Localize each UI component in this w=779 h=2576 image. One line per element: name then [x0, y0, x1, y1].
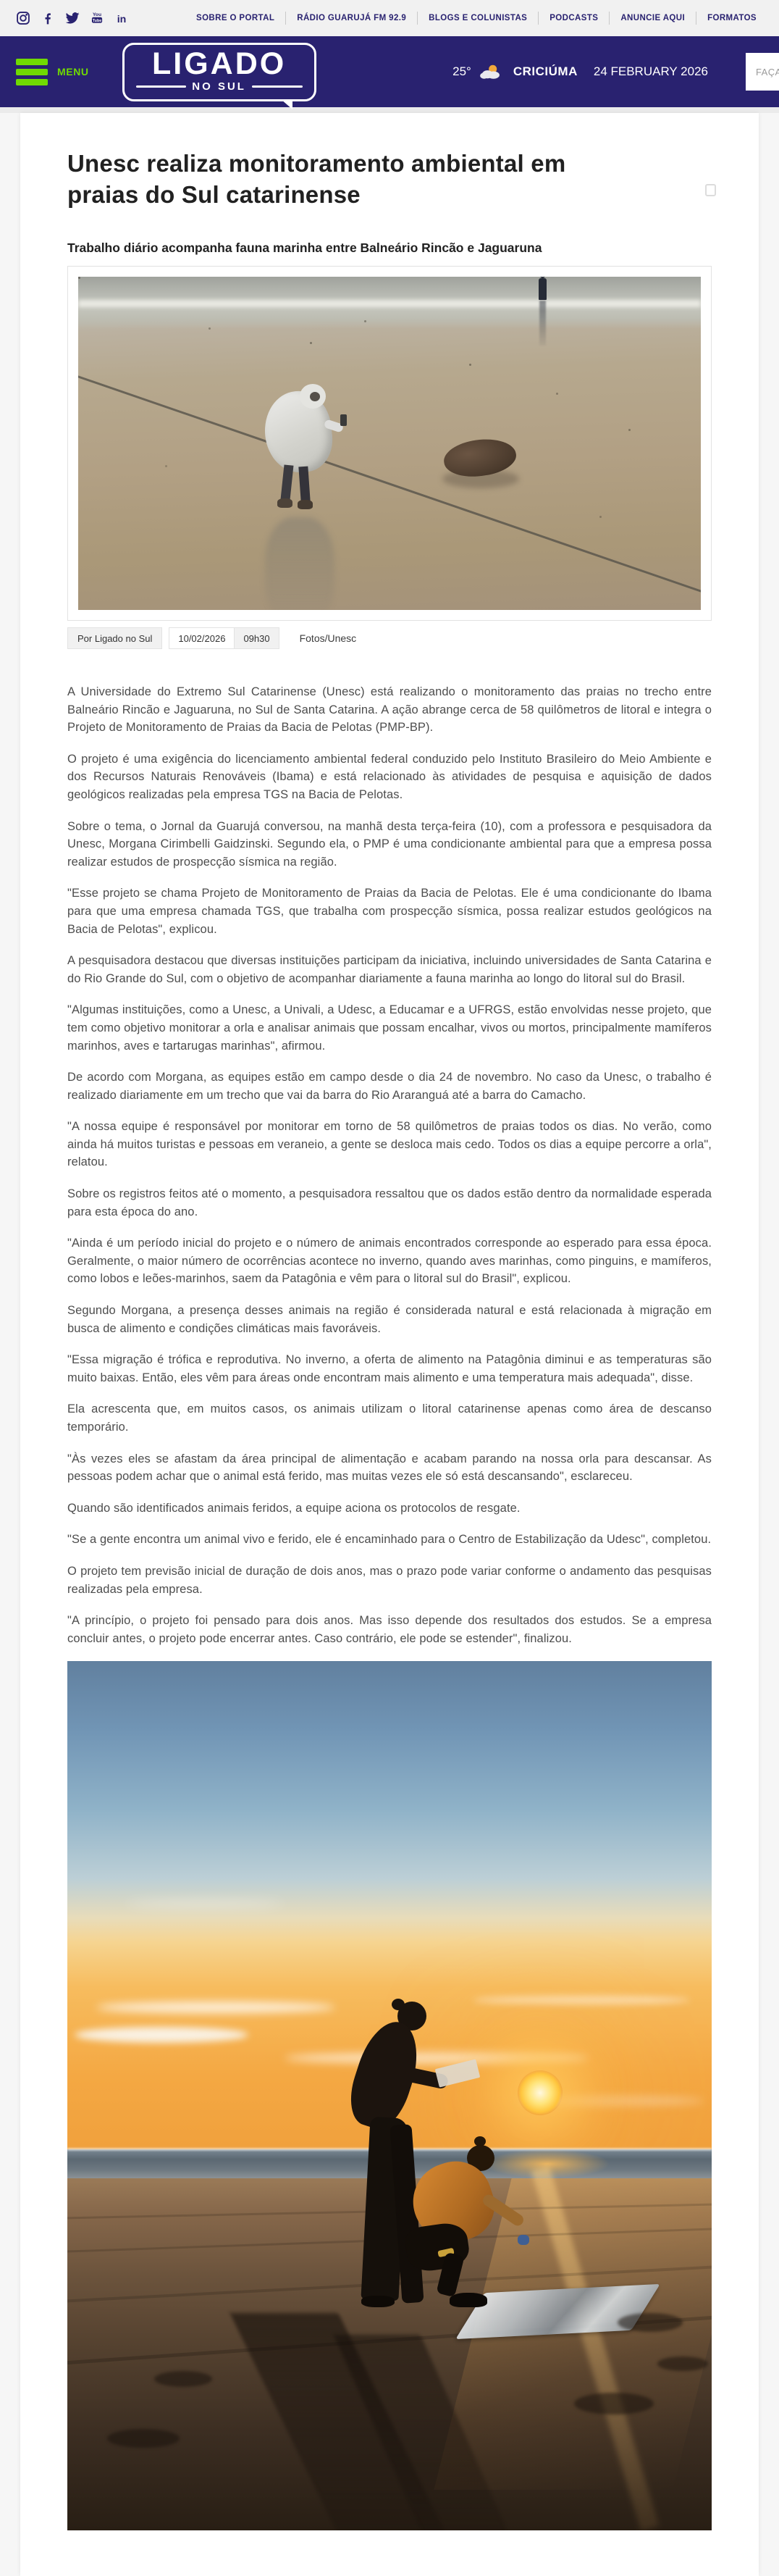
bookmark-icon[interactable] — [705, 184, 716, 196]
article-paragraph: "Esse projeto se chama Projeto de Monitoramento de Praias da Bacia de Pelotas. Ele é uma condicionante do Ibama para que uma empresa chamada TGS, que trabalha com prospecção sísmica, possa realizar estudos geológicos na Bacia de Pelotas", explicou. — [67, 887, 712, 936]
photo1-researcher-reflection — [265, 517, 334, 610]
instagram-icon[interactable] — [16, 11, 30, 25]
page-title: Unesc realiza monitoramento ambiental em praias do Sul catarinense — [67, 150, 566, 208]
article-paragraph: "Se a gente encontra um animal vivo e ferido, ele é encaminhado para o Centro de Estabilização da Udesc", completou. — [67, 1533, 712, 1547]
byline-author[interactable]: Por Ligado no Sul — [67, 627, 162, 649]
photo2-blue-glove — [518, 2235, 529, 2245]
photo2-reflective-mat — [455, 2284, 660, 2339]
article-paragraph: O projeto é uma exigência do licenciamento ambiental federal conduzido pelo Instituto Brasileiro do Meio Ambiente e dos Recursos Naturais Renováveis (Ibama) e está relacionado às atividades de pesquisa e aquisição de dados geológicos realizadas pela empresa TGS na Bacia de Pelotas. — [67, 752, 712, 801]
photo2-crouching-researcher — [371, 2125, 647, 2364]
social-links — [16, 11, 129, 25]
article-paragraph: Sobre os registros feitos até o momento, a pesquisadora ressaltou que os dados estão dentro da normalidade esperada para esta época do ano. — [67, 1187, 712, 1218]
logo-speech-tail — [281, 99, 292, 109]
temperature-label: 25° — [452, 64, 471, 78]
twitter-icon[interactable] — [65, 11, 80, 25]
site-header — [0, 36, 779, 107]
photo1-foam — [78, 300, 701, 307]
photo1-debris — [78, 277, 80, 279]
article-paragraph: Quando são identificados animais feridos, a equipe aciona os protocolos de resgate. — [67, 1501, 521, 1515]
youtube-icon[interactable] — [90, 11, 104, 25]
header-date: 24 FEBRUARY 2026 — [593, 64, 708, 78]
byline-datetime — [169, 627, 279, 649]
photo1-researcher-figure — [258, 384, 352, 518]
linkedin-icon[interactable] — [114, 11, 129, 25]
photo1-background-person — [539, 278, 547, 300]
logo-text-main: LIGADO — [152, 46, 287, 81]
header-right-cluster — [452, 53, 779, 91]
topbar-nav-link[interactable]: PODCASTS — [538, 12, 609, 25]
search-input[interactable] — [746, 53, 779, 91]
featured-photo-frame — [67, 266, 712, 621]
hamburger-icon — [16, 59, 48, 85]
city-label: CRICIÚMA — [513, 64, 578, 78]
topbar-nav-link[interactable]: SOBRE O PORTAL — [196, 14, 275, 22]
photo1-background-person-reflection — [539, 301, 546, 346]
byline-bar — [67, 627, 712, 649]
photo1-rope-line — [78, 368, 701, 610]
featured-photo-beach-monitoring — [78, 277, 701, 610]
topbar-nav-link[interactable]: BLOGS E COLUNISTAS — [417, 12, 538, 25]
article-paragraph: "Às vezes eles se afastam da área principal de alimentação e acabam parando na nossa orla para descansar. As pessoas podem achar que o animal está ferido, mas muitas vezes ele só está descansando", esclareceu. — [67, 1452, 712, 1484]
svg-text:You: You — [92, 12, 102, 18]
byline-date: 10/02/2026 — [169, 628, 234, 648]
article-paragraph: A Universidade do Extremo Sul Catarinense (Unesc) está realizando o monitoramento das praias no trecho entre Balneário Rincão e Jaguaruna, no Sul de Santa Catarina. A ação abrange cerca de 58 quilômetros de litoral e integra o Projeto de Monitoramento de Praias da Bacia de Pelotas (PMP-BP). — [67, 685, 712, 735]
site-logo[interactable] — [122, 43, 316, 101]
article-paragraph: "Essa migração é trófica e reprodutiva. No inverno, a oferta de alimento na Patagônia diminui e as temperaturas são muito baixas. Então, eles vêm para áreas onde encontram mais alimento e uma temperatura mais adequada", disse. — [67, 1353, 712, 1384]
article-paragraph: "Ainda é um período inicial do projeto e o número de animais encontrados corresponde ao esperado para essa época. Geralmente, o maior número de ocorrências acontece no inverno, quando aves marinhas, como pinguins, e mamíferos, como lobos e leões-marinhos, saem da Patagônia e vêm para o litoral sul do Brasil", explicou. — [67, 1237, 712, 1286]
article-paragraph: De acordo com Morgana, as equipes estão em campo desde o dia 24 de novembro. No caso da Unesc, o trabalho é realizado diariamente em um trecho que vai da barra do Rio Araranguá até a barra do Camacho. — [67, 1071, 712, 1102]
topbar-nav-link[interactable]: RÁDIO GUARUJÁ FM 92.9 — [285, 12, 417, 25]
byline-time: 09h30 — [234, 628, 278, 648]
photo2-sun — [518, 2070, 563, 2115]
article-paragraph: O projeto tem previsão inicial de duração de dois anos, mas o prazo pode variar conforme o andamento das pesquisas realizadas pela empresa. — [67, 1564, 712, 1596]
article-paragraph: A pesquisadora destacou que diversas instituições participam da iniciativa, incluindo universidades de Santa Catarina e do Rio Grande do Sul, com o objetivo de acompanhar diariamente a fauna marinha ao longo do litoral sul do Brasil. — [67, 954, 712, 985]
photo1-leg-left — [281, 464, 294, 500]
article-paragraph: Sobre o tema, o Jornal da Guarujá conversou, na manhã desta terça-feira (10), com a professora e pesquisadora da Unesc, Morgana Cirimbelli Gaidzinski. Segundo ela, o PMP é uma condicionante ambiental para que a empresa possa realizar estudos de prospecção sísmica na região. — [67, 819, 712, 869]
article-paragraph: "Algumas instituições, como a Unesc, a Univali, a Udesc, a Educamar e a UFRGS, estão envolvidas nesse projeto, que tem como objetivo monitorar a orla e analisar animais que possam encalhar, vivos ou mortos, principalmente mamíferos marinhos, aves e tartarugas marinhas", afirmou. — [67, 1003, 712, 1053]
article-paragraph: "A princípio, o projeto foi pensado para dois anos. Mas isso depende dos resultados dos estudos. Se a empresa concluir antes, o projeto pode encerrar antes. Caso contrário, ele pode se estender", finalizou. — [67, 1614, 712, 1645]
header-divider — [0, 107, 779, 113]
article-paragraph: Ela acrescenta que, em muitos casos, os animais utilizam o litoral catarinense apenas como área de descanso temporário. — [67, 1402, 712, 1434]
menu-label: MENU — [57, 66, 89, 78]
article-paragraph: Segundo Morgana, a presença desses animais na região é considerada natural e está relacionada à migração em busca de alimento e condições climáticas mais favoráveis. — [67, 1304, 712, 1335]
logo-text-sub: NO SUL — [136, 80, 303, 93]
svg-text:Tube: Tube — [92, 18, 102, 23]
top-utility-bar — [0, 0, 779, 36]
photo1-phone — [340, 414, 347, 426]
article-paragraph: "A nossa equipe é responsável por monitorar em torno de 58 quilômetros de praias todos os dias. No verão, como ainda há muitos turistas e pessoas em veraneio, a gente se desloca mais cedo. Todos os dias a equipe percorre a orla", relatou. — [67, 1120, 712, 1169]
article-subtitle: Trabalho diário acompanha fauna marinha entre Balneário Rincão e Jaguaruna — [67, 241, 542, 255]
photo2-crouching-shoe — [450, 2293, 487, 2307]
photo1-boot-right — [298, 500, 313, 509]
photo1-face — [310, 392, 320, 401]
photo2-clipboard — [435, 2059, 481, 2088]
menu-button[interactable] — [16, 59, 89, 85]
article-body — [67, 683, 712, 1647]
article-card — [20, 113, 759, 2576]
article-photo-sunset-monitoring — [67, 1661, 712, 2530]
topbar-nav-link[interactable]: ANUNCIE AQUI — [609, 12, 696, 25]
photo-credit: Fotos/Unesc — [299, 632, 357, 644]
sun-behind-cloud-icon — [479, 63, 502, 80]
svg-text:in: in — [117, 13, 127, 25]
photo1-leg-right — [298, 467, 310, 502]
photo1-boot-left — [277, 498, 292, 508]
facebook-icon[interactable] — [41, 11, 55, 25]
topbar-nav-link[interactable]: FORMATOS — [696, 12, 767, 25]
title-row — [67, 148, 712, 210]
topbar-nav — [185, 12, 767, 25]
